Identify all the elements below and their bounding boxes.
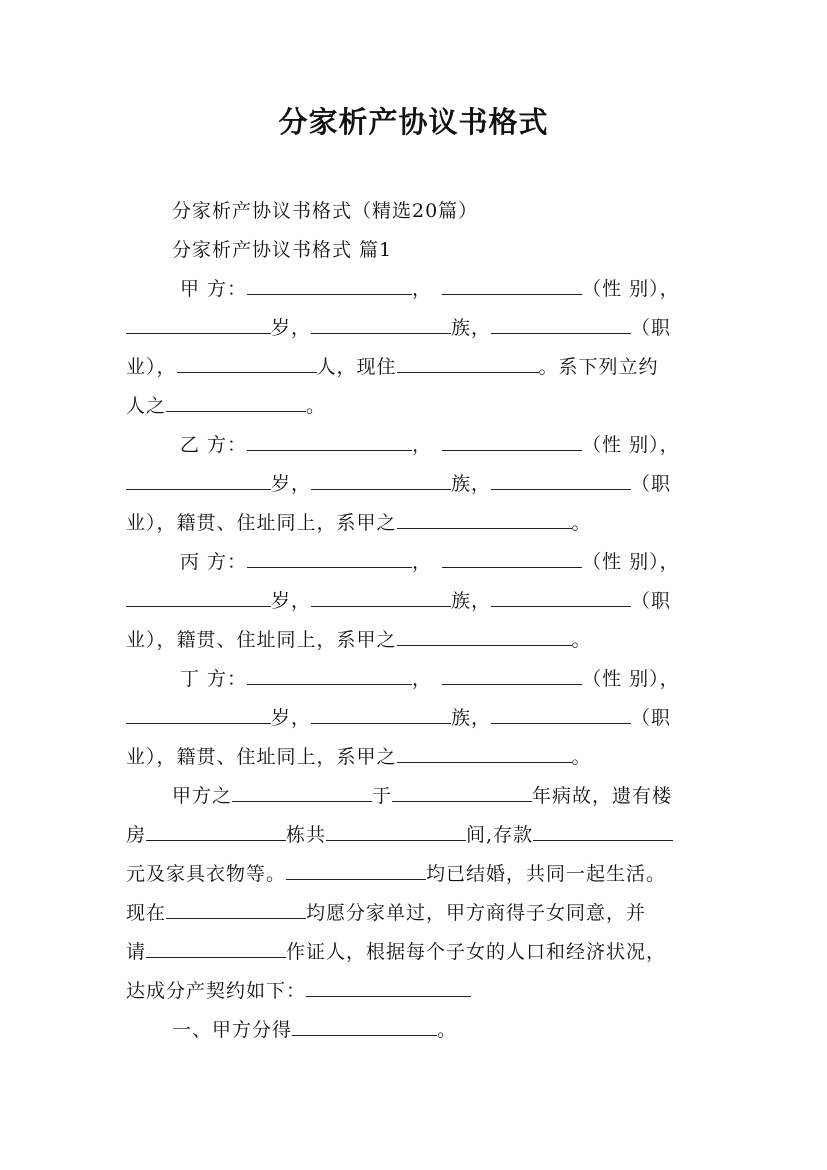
blank-field: [311, 704, 451, 724]
blank-field: [311, 314, 451, 334]
blank-field: [397, 743, 572, 763]
party-d-line-3: [126, 742, 726, 772]
blank-field: [442, 275, 582, 295]
ethnicity-label: 族，: [451, 317, 492, 339]
origin-address-label: 业），籍贯、住址同上，系甲之: [126, 512, 397, 534]
occupation-label-start: （职: [631, 590, 672, 612]
blank-field: [166, 392, 306, 412]
origin-address-label: 业），籍贯、住址同上，系甲之: [126, 746, 397, 768]
ethnicity-label: 族，: [451, 590, 492, 612]
age-label: 岁，: [271, 707, 312, 729]
gender-label: （性 别），: [582, 278, 680, 300]
party-a-label: 甲 方：: [180, 278, 248, 300]
party-c-line-3: [126, 625, 726, 655]
origin-address-label: 业），籍贯、住址同上，系甲之: [126, 629, 397, 651]
blank-field: [247, 431, 412, 451]
age-label: 岁，: [271, 317, 312, 339]
party-b-line-2: [126, 469, 726, 499]
text: 人之: [126, 395, 167, 417]
blank-field: [397, 509, 572, 529]
property-line-3: [126, 859, 726, 889]
party-d-line-1: [180, 664, 780, 694]
party-d-line-2: [126, 703, 726, 733]
blank-field: [292, 1016, 437, 1036]
gender-label: （性 别），: [582, 668, 680, 690]
property-line-6: [126, 976, 726, 1006]
text: 达成分产契约如下：: [126, 980, 307, 1002]
blank-field: [126, 314, 271, 334]
party-c-line-1: [180, 547, 780, 577]
ethnicity-label: 族，: [451, 707, 492, 729]
text: 请: [126, 941, 147, 963]
period: 。: [437, 1019, 458, 1041]
blank-field: [286, 860, 426, 880]
blank-field: [442, 665, 582, 685]
party-d-label: 丁 方：: [180, 668, 248, 690]
blank-field: [146, 821, 286, 841]
blank-field: [533, 821, 673, 841]
text: 均已结婚，共同一起生活。: [426, 863, 667, 885]
blank-field: [166, 899, 306, 919]
section-heading: 分家析产协议书格式 篇1: [172, 239, 393, 261]
blank-field: [247, 665, 412, 685]
period: 。: [571, 629, 592, 651]
party-c-label: 丙 方：: [180, 551, 248, 573]
property-line-1: [172, 781, 772, 811]
occupation-label-start: （职: [631, 707, 672, 729]
comma: ，: [412, 434, 433, 456]
occupation-label-start: （职: [631, 317, 672, 339]
comma: ，: [412, 668, 433, 690]
age-label: 岁，: [271, 590, 312, 612]
text: 间,存款: [466, 824, 534, 846]
text: 栋共: [286, 824, 327, 846]
blank-field: [126, 704, 271, 724]
blank-field: [442, 548, 582, 568]
party-a-line-3: [126, 352, 726, 382]
text: 年病故，遗有楼: [532, 785, 673, 807]
clause-1: [172, 1015, 772, 1045]
occupation-label-end: 业），: [126, 356, 177, 378]
blank-field: [326, 821, 466, 841]
blank-field: [247, 548, 412, 568]
blank-field: [491, 704, 631, 724]
occupation-label-start: （职: [631, 473, 672, 495]
blank-field: [177, 353, 317, 373]
gender-label: （性 别），: [582, 434, 680, 456]
party-b-line-3: [126, 508, 726, 538]
age-label: 岁，: [271, 473, 312, 495]
blank-field: [397, 626, 572, 646]
property-line-2: [126, 820, 726, 850]
blank-field: [311, 587, 451, 607]
party-a-line-4: [126, 391, 726, 421]
blank-field: [491, 587, 631, 607]
blank-field: [442, 431, 582, 451]
blank-field: [491, 314, 631, 334]
period: 。: [306, 395, 327, 417]
party-c-line-2: [126, 586, 726, 616]
text: 。系下列立约: [538, 356, 659, 378]
party-a-line-2: [126, 313, 726, 343]
text: 均愿分家单过，甲方商得子女同意，并: [306, 902, 647, 924]
text: 现在: [126, 902, 167, 924]
text: 于: [372, 785, 393, 807]
party-b-label: 乙 方：: [180, 434, 248, 456]
property-line-4: [126, 898, 726, 928]
party-b-line-1: [180, 430, 780, 460]
party-a-line-1: [180, 274, 780, 304]
property-line-5: [126, 937, 726, 967]
ethnicity-label: 族，: [451, 473, 492, 495]
period: 。: [571, 746, 592, 768]
blank-field: [126, 470, 271, 490]
period: 。: [571, 512, 592, 534]
residence-label: 人，现住: [316, 356, 397, 378]
blank-field: [126, 587, 271, 607]
blank-field: [491, 470, 631, 490]
blank-field: [247, 275, 412, 295]
document-title: 分家析产协议书格式: [278, 105, 549, 139]
comma: ，: [412, 278, 433, 300]
blank-field: [311, 470, 451, 490]
comma: ，: [412, 551, 433, 573]
text: 房: [126, 824, 147, 846]
blank-field: [392, 782, 532, 802]
text: 元及家具衣物等。: [126, 863, 287, 885]
text: 作证人，根据每个子女的人口和经济状况，: [286, 941, 667, 963]
subtitle: 分家析产协议书格式（精选20篇）: [172, 200, 479, 222]
text: 一、甲方分得: [172, 1019, 293, 1041]
blank-field: [232, 782, 372, 802]
blank-field: [397, 353, 539, 373]
blank-field: [306, 977, 471, 997]
gender-label: （性 别），: [582, 551, 680, 573]
blank-field: [146, 938, 286, 958]
text: 甲方之: [172, 785, 233, 807]
